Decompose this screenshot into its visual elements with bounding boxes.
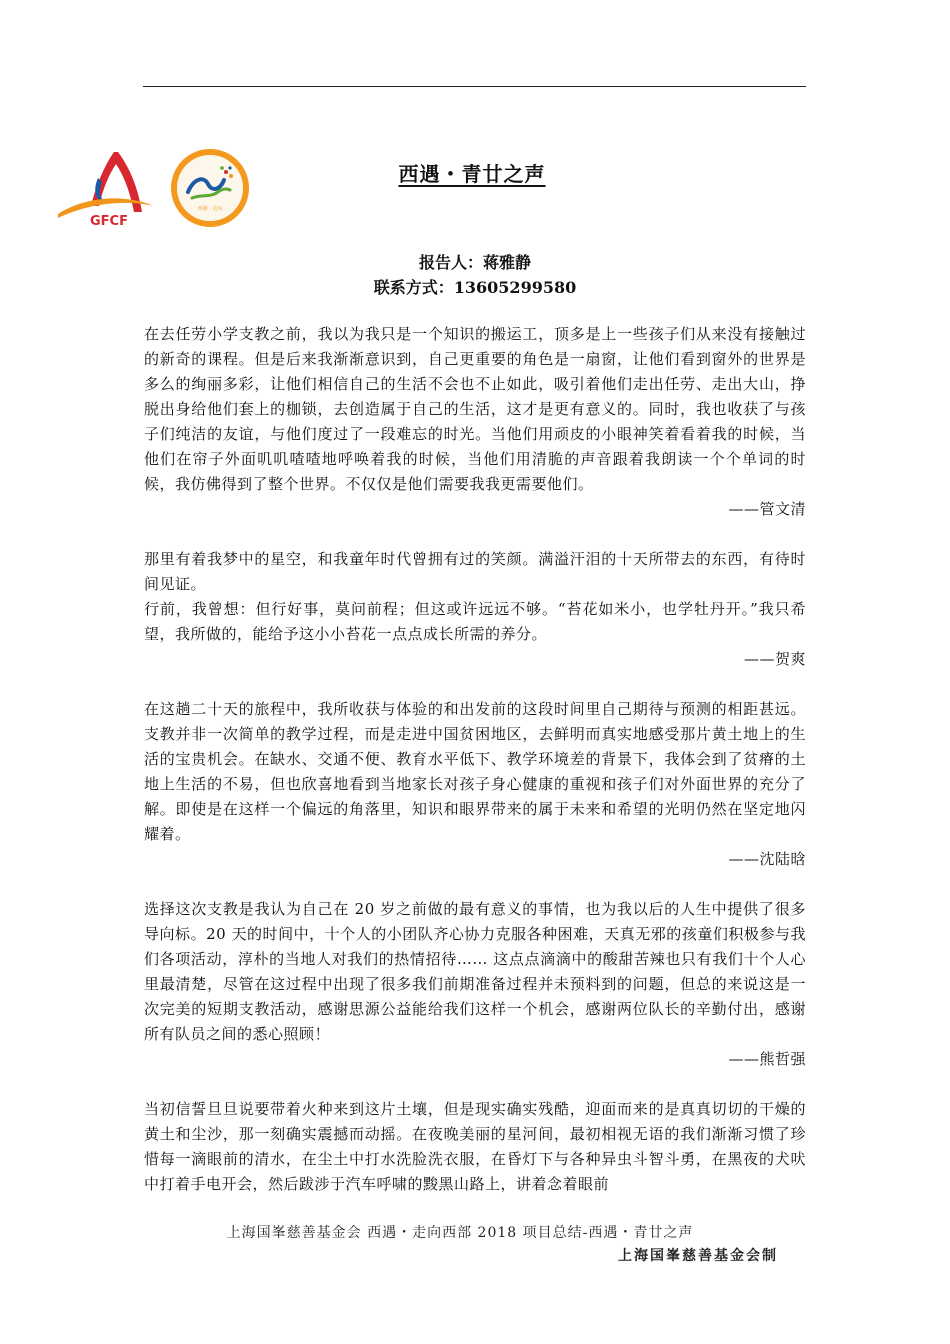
section-3-paragraph-1: 在这趟二十天的旅程中，我所收获与体验的和出发前的这段时间里自己期待与预测的相距甚远。支教并非一次简单的教学过程，而是走进中国贫困地区，去鲜明而真实地感受那片黄土地上的生活的宝贵机会。在缺水、交通不便、教育水平低下、教学环境差的背景下，我体会到了贫瘠的土地上生活的不易，但也欣喜地看到当地家长对孩子身心健康的重视和孩子们对外面世界的充分了解。即使是在这样一个偏远的角落里，知识和眼界带来的属于未来和希望的光明仍然在坚定地闪耀着。 [144,700,806,843]
section-gap [144,672,806,697]
section-4-paragraph-1: 选择这次支教是我认为自己在 20 岁之前做的最有意义的事情，也为我以后的人生中提供了很多导向标。20 天的时间中，十个人的小团队齐心协力克服各种困难，天真无邪的孩童们积极参与我们各项活动，淳朴的当地人对我们的热情招待…… 这点点滴滴中的酸甜苦辣也只有我们十个人心里最清楚，尽管在这过程中出现了很多我们前期准备过程并未预料到的问题，但总的来说这是一次完美的短期支教活动，感谢思源公益能给我们这样一个机会，感谢两位队长的辛勤付出，感谢所有队员之间的悉心照顾！ [144,900,806,1043]
section-2-paragraph-2: 行前，我曾想：但行好事，莫问前程；但这或许远远不够。“苔花如米小，也学牡丹开。”我只希望，我所做的，能给予这小小苔花一点点成长所需的养分。 [144,600,806,643]
footer-organization: 上海国峯慈善基金会制 [618,1248,778,1264]
page-footer: 上海国峯慈善基金会 西遇・走向西部 2018 项目总结-西遇・青廿之声 [226,1225,694,1241]
gfcf-logo-text: GFCF [90,214,128,228]
section-gap [144,1072,806,1097]
section-1-paragraph-1: 在去任劳小学支教之前，我以为我只是一个知识的搬运工，顶多是上一些孩子们从来没有接触过的新奇的课程。但是后来我渐渐意识到，自己更重要的角色是一扇窗，让他们看到窗外的世界是多么的绚丽多彩，让他们相信自己的生活不会也不止如此，吸引着他们走出任劳、走出大山，挣脱出身给他们套上的枷锁，去创造属于自己的生活，这才是更有意义的。同时，我也收获了与孩子们纯洁的友谊，与他们度过了一段难忘的时光。当他们用顽皮的小眼神笑着看着我的时候，当他们在帘子外面叽叽喳喳地呼唤着我的时候，当他们用清脆的声音跟着我朗读一个个单词的时候，我仿佛得到了整个世界。不仅仅是他们需要我我更需要他们。 [144,325,806,493]
reporter-contact: 联系方式：13605299580 [373,278,577,297]
section-gap [144,522,806,547]
section-2-paragraph-1: 那里有着我梦中的星空，和我童年时代曾拥有过的笑颜。满溢汗泪的十天所带去的东西，有待时间见证。 [144,550,806,593]
header-rule [143,86,806,87]
section-1-signature: ——管文清 [728,500,806,518]
section-5-paragraph-1: 当初信誓旦旦说要带着火种来到这片土壤，但是现实确实残酷，迎面而来的是真真切切的干燥的黄土和尘沙，那一刻确实震撼而动摇。在夜晚美丽的星河间，最初相视无语的我们渐渐习惯了珍惜每一滴眼前的清水，在尘土中打水洗脸洗衣服，在昏灯下与各种异虫斗智斗勇，在黑夜的犬吠中打着手电开会，然后跋涉于汽车呼啸的黢黑山路上，讲着念着眼前 [144,1100,806,1193]
reporter-name: 报告人：蒋雅静 [418,253,531,272]
document-title-text: 西遇・青廿之声 [398,162,546,186]
section-3-signature: ——沈陆晗 [728,850,806,868]
document-body [144,322,806,1197]
document-title [0,158,944,187]
section-4-signature: ——熊哲强 [728,1050,806,1068]
section-2-signature: ——贺爽 [743,650,806,668]
reporter-block [0,250,950,300]
xiyu-logo-text: 西遇 · 走向 [197,206,223,212]
section-gap [144,872,806,897]
